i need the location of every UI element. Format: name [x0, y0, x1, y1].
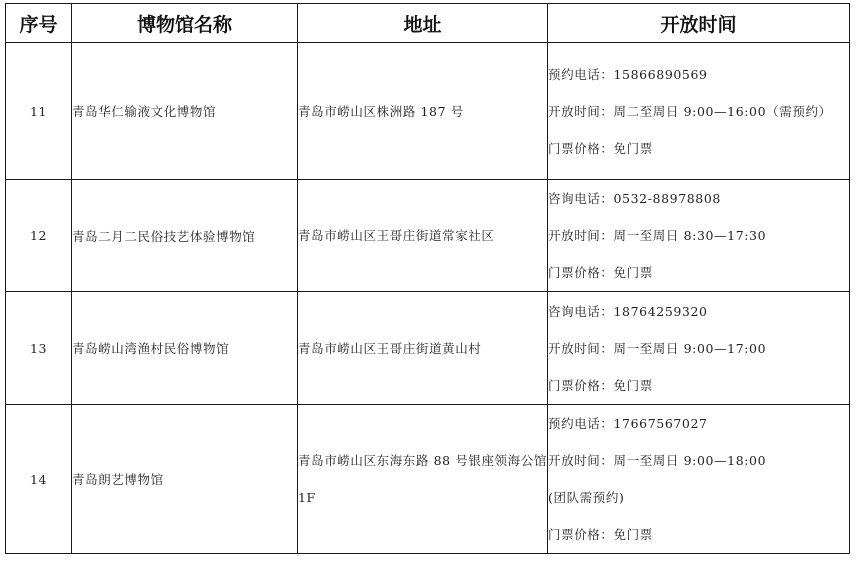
table-row	[6, 292, 850, 405]
ticket-line: 门票价格：免门票	[548, 527, 653, 542]
row-number: 13	[6, 292, 72, 405]
group-note-line: (团队需预约)	[548, 490, 625, 505]
phone-line: 预约电话：17667567027	[548, 416, 708, 431]
opening-info	[548, 405, 850, 554]
hours-line: 开放时间：周二至周日 9:00—16:00（需预约）	[548, 103, 832, 119]
museum-name: 青岛华仁输液文化博物馆	[72, 43, 298, 180]
table-row	[6, 43, 850, 180]
phone-line: 咨询电话：0532-88978808	[548, 191, 721, 206]
address-text: 青岛市崂山区东海东路 88 号银座领海公馆 1F	[298, 453, 547, 505]
museum-name: 青岛二月二民俗技艺体验博物馆	[72, 180, 298, 292]
ticket-line: 门票价格：免门票	[548, 140, 653, 156]
row-number: 11	[6, 43, 72, 180]
address-text: 青岛市崂山区株洲路 187 号	[298, 103, 464, 119]
museum-address	[298, 180, 548, 292]
hours-line: 开放时间：周一至周日 9:00—17:00	[548, 340, 767, 356]
opening-info	[548, 43, 850, 180]
museum-name: 青岛朗艺博物馆	[72, 405, 298, 554]
header-no: 序号	[6, 4, 72, 43]
hours-line: 开放时间：周一至周日 8:30—17:30	[548, 228, 767, 243]
museum-name: 青岛崂山湾渔村民俗博物馆	[72, 292, 298, 405]
row-number: 12	[6, 180, 72, 292]
phone-line: 预约电话：15866890569	[548, 66, 708, 82]
opening-info	[548, 180, 850, 292]
header-name: 博物馆名称	[72, 4, 298, 43]
table-row	[6, 180, 850, 292]
museum-table	[5, 3, 850, 554]
table-row	[6, 405, 850, 554]
row-number: 14	[6, 405, 72, 554]
hours-line: 开放时间：周一至周日 9:00—18:00	[548, 453, 767, 468]
header-row	[6, 4, 850, 43]
museum-address	[298, 292, 548, 405]
phone-line: 咨询电话：18764259320	[548, 303, 708, 319]
ticket-line: 门票价格：免门票	[548, 377, 653, 393]
header-address: 地址	[298, 4, 548, 43]
address-text: 青岛市崂山区王哥庄街道黄山村	[298, 340, 482, 356]
ticket-line: 门票价格：免门票	[548, 265, 653, 280]
museum-address	[298, 405, 548, 554]
header-hours: 开放时间	[548, 4, 850, 43]
opening-info	[548, 292, 850, 405]
museum-address	[298, 43, 548, 180]
address-text: 青岛市崂山区王哥庄街道常家社区	[298, 228, 495, 243]
